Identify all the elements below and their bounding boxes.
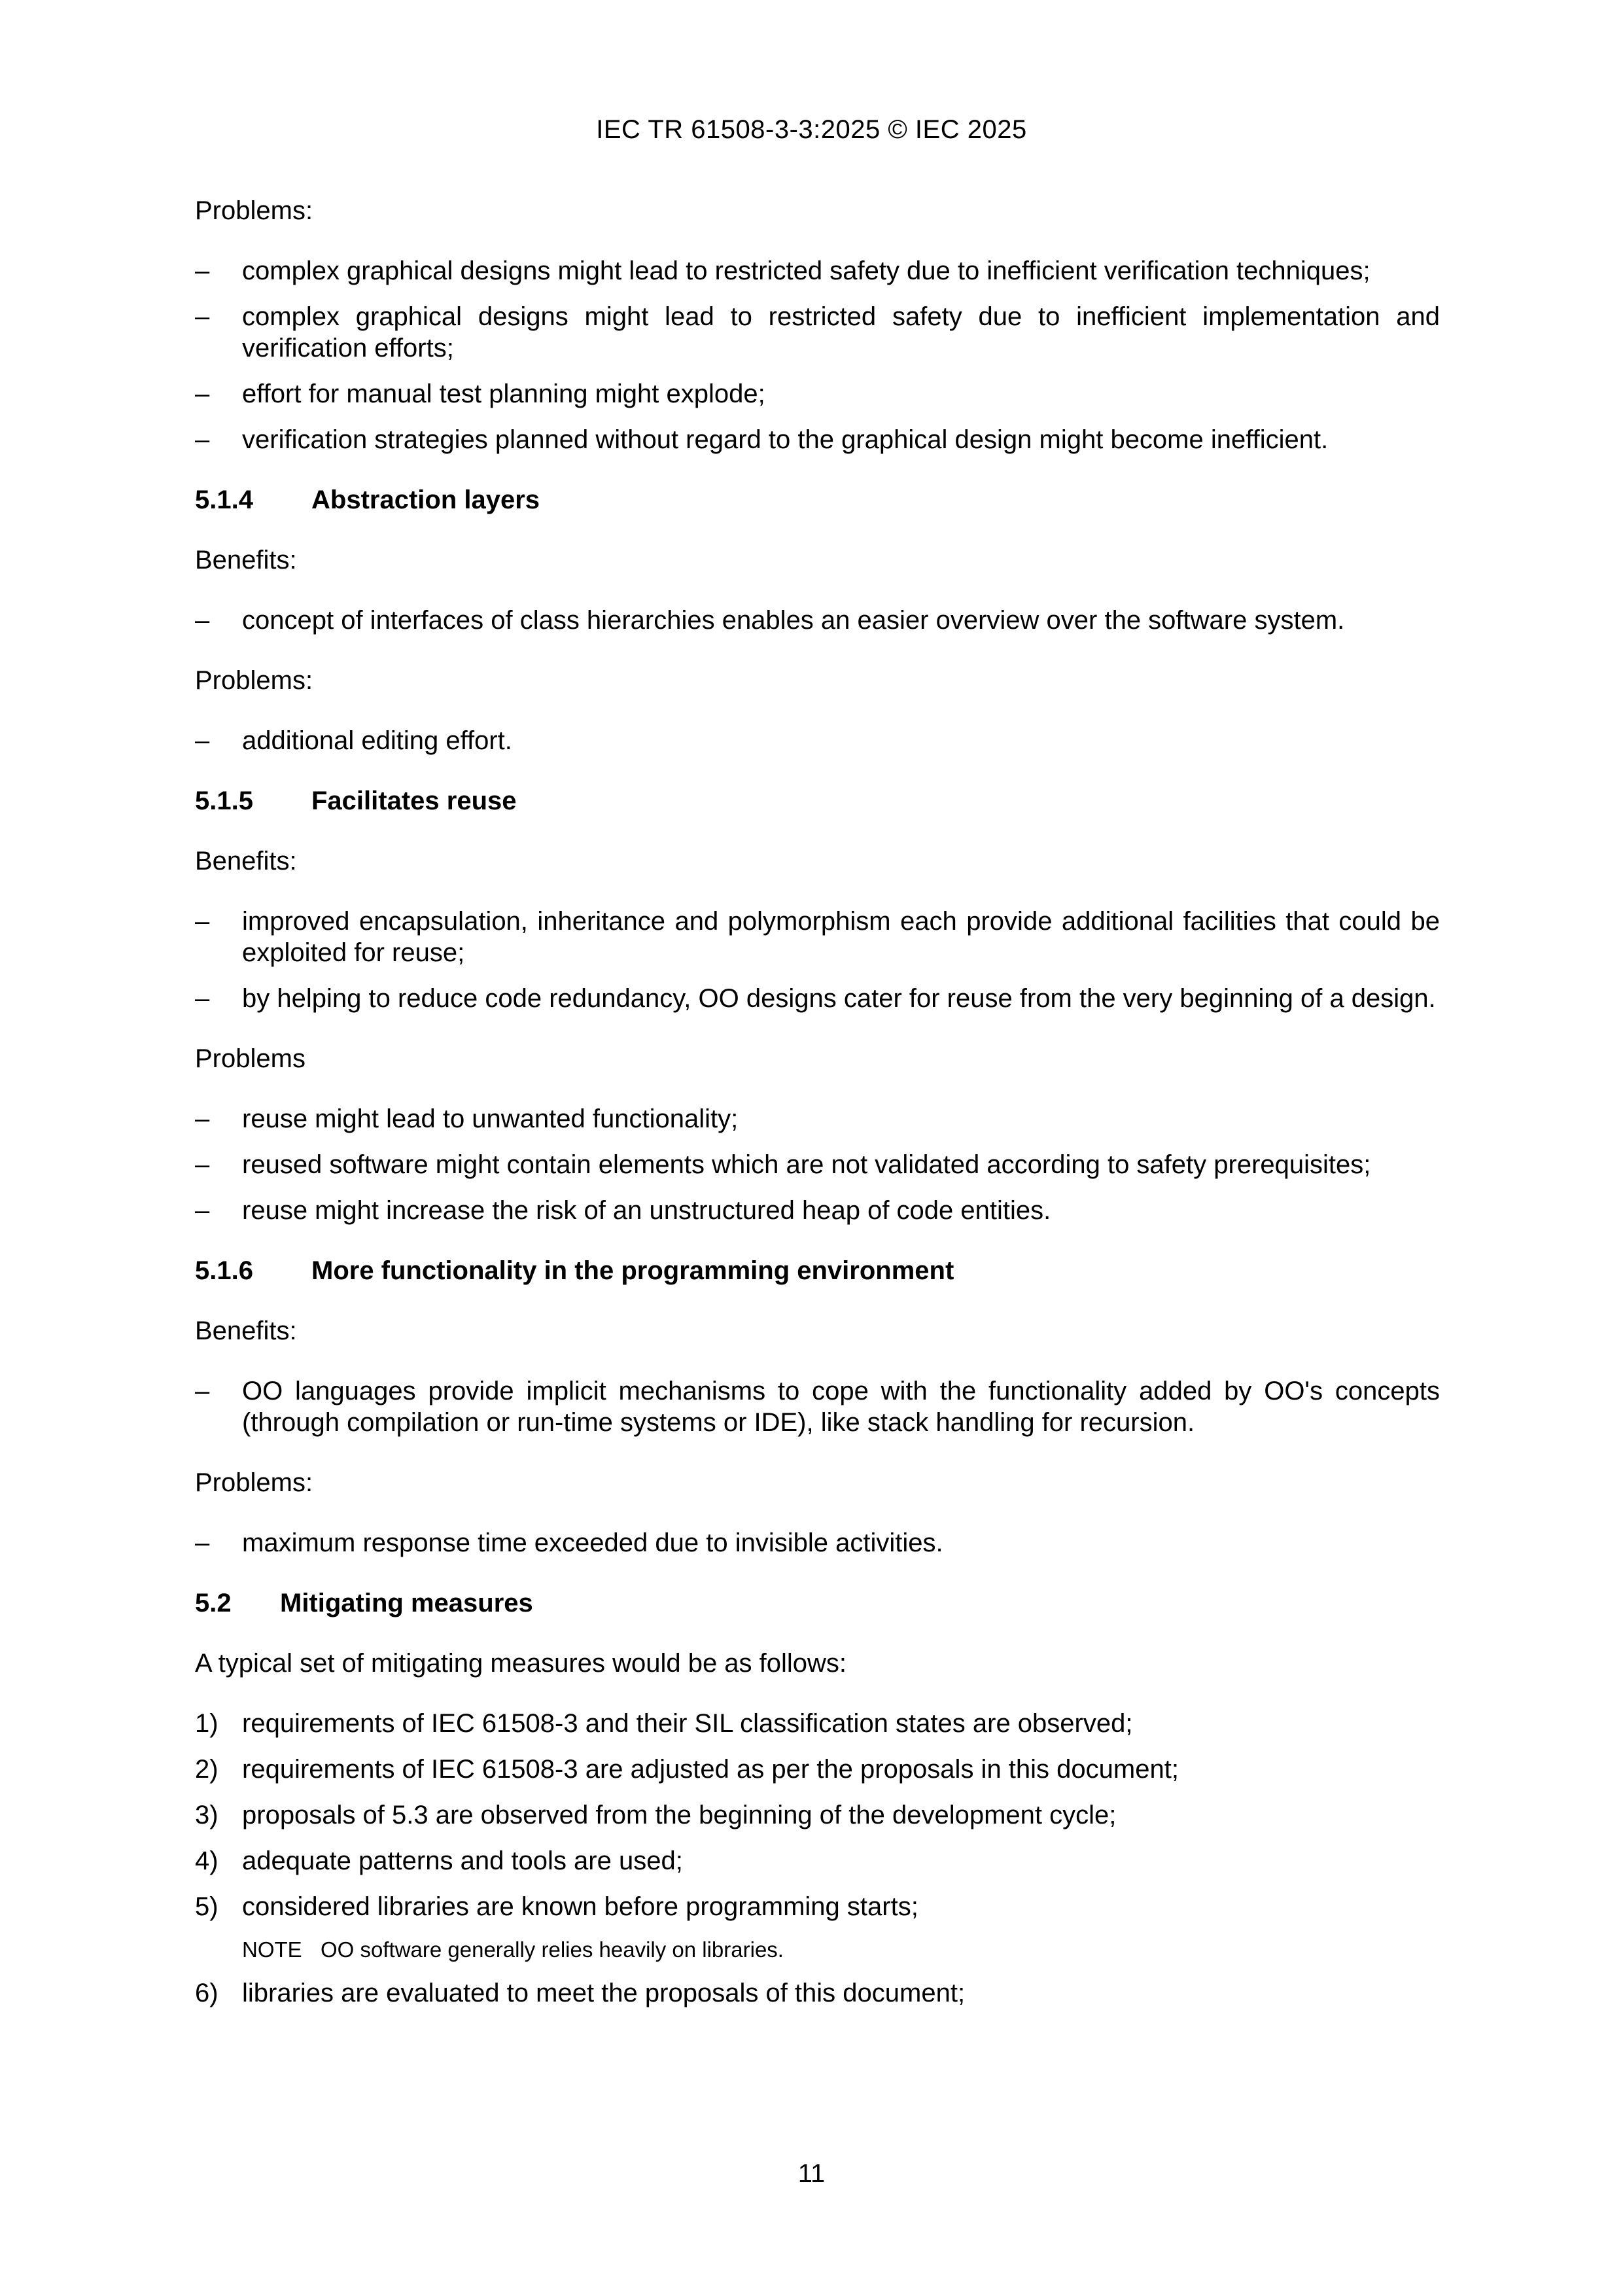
list-item: 1) requirements of IEC 61508-3 and their SIL classification states are observed; [195,1709,1133,1738]
dash-bullet: – [195,907,210,936]
problems-list-5-1-5 [195,1103,1440,1226]
section-heading-5-1-6 [195,1255,1440,1286]
section-heading-5-2 [195,1587,1440,1619]
problems-list-5-1-3 [195,255,1440,455]
benefits-list-5-1-6 [195,1375,1440,1438]
dash-bullet: – [195,1528,210,1557]
mitigating-measures-list-continued [195,1977,1440,2009]
section-number: 5.2 [195,1589,232,1617]
item-number: 3) [195,1801,218,1829]
dash-bullet: – [195,984,210,1013]
section-heading-5-1-4 [195,484,1440,516]
list-item: – complex graphical designs might lead to restricted safety due to inefficient verification techniques; [195,256,1370,285]
item-number: 6) [195,1979,218,2007]
item-number: 2) [195,1755,218,1784]
dash-bullet: – [195,726,210,755]
list-item: – effort for manual test planning might explode; [195,380,765,408]
list-item: – reuse might increase the risk of an unstructured heap of code entities. [195,1196,1051,1225]
list-item: 6) libraries are evaluated to meet the proposals of this document; [195,1979,966,2007]
problems-label: Problems: [195,666,313,695]
note [242,1937,1440,1963]
problems-label: Problems: [195,196,313,225]
benefits-label: Benefits: [195,1316,297,1345]
mitigating-measures-list [195,1708,1440,1922]
dash-bullet: – [195,1377,210,1405]
list-item: – reused software might contain elements which are not validated according to safety prerequisites; [195,1150,1371,1179]
document-body [195,195,1440,2038]
problems-label: Problems [195,1044,305,1073]
item-number: 1) [195,1709,218,1738]
list-item: – by helping to reduce code redundancy, OO designs cater for reuse from the very beginning of a design. [195,984,1436,1013]
list-item: – reuse might lead to unwanted functionality; [195,1104,739,1133]
benefits-list-5-1-5 [195,906,1440,1014]
page-header: IEC TR 61508-3-3:2025 © IEC 2025 [596,115,1027,144]
note-label: NOTE [242,1937,302,1962]
dash-bullet: – [195,606,210,635]
dash-bullet: – [195,380,210,408]
section-number: 5.1.5 [195,786,253,815]
list-item: – additional editing effort. [195,726,512,755]
note-text: OO software generally relies heavily on libraries. [321,1937,784,1962]
list-item: 5) considered libraries are known before programming starts; [195,1892,918,1921]
page-number: 11 [797,2159,826,2188]
section-number: 5.1.6 [195,1256,253,1285]
list-item: – verification strategies planned without regard to the graphical design might become inefficient. [195,425,1329,454]
item-number: 5) [195,1892,218,1921]
item-number: 4) [195,1846,218,1875]
section-title: Mitigating measures [280,1589,533,1617]
list-item: 3) proposals of 5.3 are observed from the beginning of the development cycle; [195,1801,1117,1829]
problems-list-5-1-6 [195,1527,1440,1559]
list-item: – maximum response time exceeded due to invisible activities. [195,1528,943,1557]
dash-bullet: – [195,425,210,454]
list-item: – complex graphical designs might lead to restricted safety due to inefficient implementation and verification efforts; [195,302,1440,362]
section-number: 5.1.4 [195,486,253,514]
section-heading-5-1-5 [195,785,1440,817]
list-item: 2) requirements of IEC 61508-3 are adjusted as per the proposals in this document; [195,1755,1179,1784]
section-title: Abstraction layers [311,486,540,514]
dash-bullet: – [195,1104,210,1133]
dash-bullet: – [195,1150,210,1179]
dash-bullet: – [195,302,210,331]
list-item: – OO languages provide implicit mechanisms to cope with the functionality added by OO's concepts (through compilation or run-time systems or IDE), like stack handling for recursion. [195,1377,1440,1437]
list-item: 4) adequate patterns and tools are used; [195,1846,683,1875]
problems-list-5-1-4 [195,725,1440,756]
benefits-label: Benefits: [195,847,297,875]
section-title: Facilitates reuse [311,786,517,815]
benefits-list-5-1-4 [195,605,1440,636]
benefits-label: Benefits: [195,546,297,574]
dash-bullet: – [195,1196,210,1225]
problems-label: Problems: [195,1468,313,1497]
list-item: – improved encapsulation, inheritance and polymorphism each provide additional facilities that could be exploited for reuse; [195,907,1440,967]
list-item: – concept of interfaces of class hierarchies enables an easier overview over the software system. [195,606,1345,635]
section-title: More functionality in the programming environment [311,1256,954,1285]
intro-paragraph: A typical set of mitigating measures would be as follows: [195,1649,847,1678]
dash-bullet: – [195,256,210,285]
